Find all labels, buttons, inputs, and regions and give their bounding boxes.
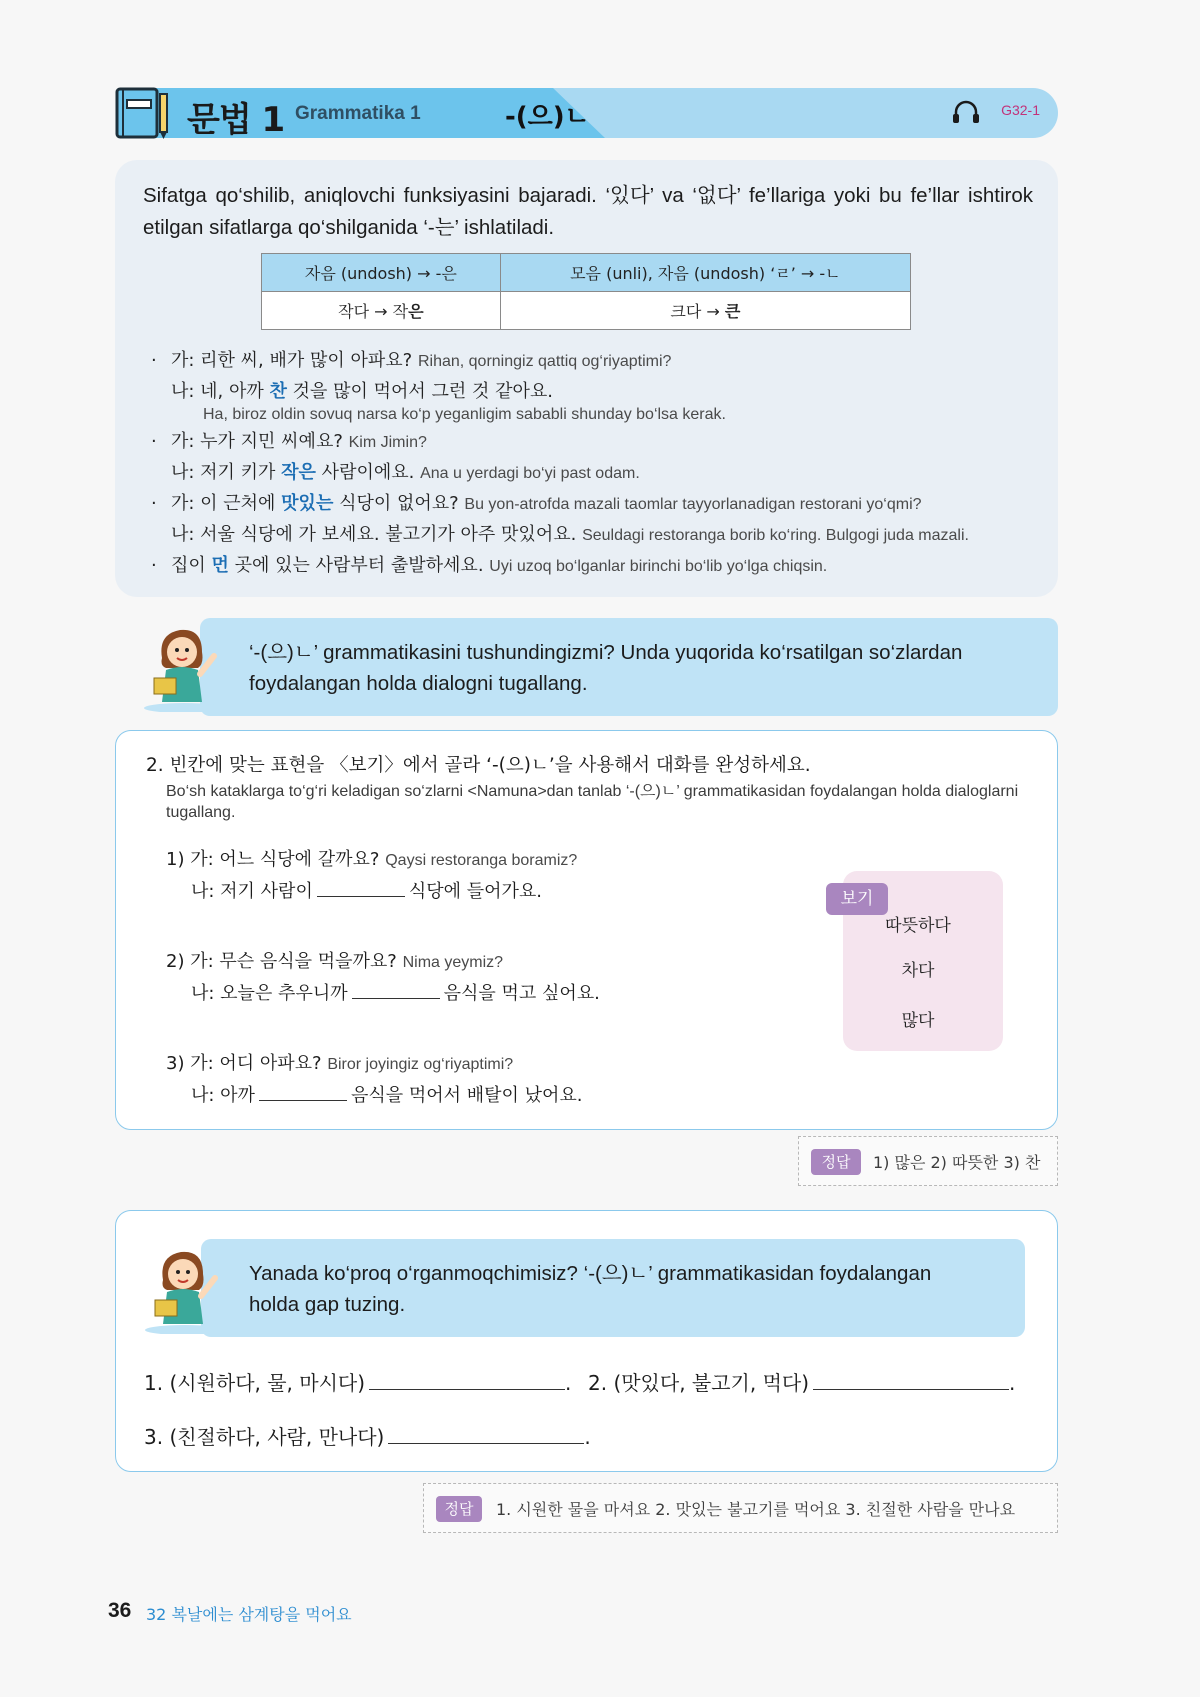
example-item: 나: 네, 아까 찬 것을 많이 먹어서 그런 것 같아요. [171,381,554,402]
answer-blank[interactable] [259,1083,347,1101]
word-bank-item: 많다 [901,1011,935,1031]
table-header-row [262,254,911,292]
grammar-number: 문법 1 [187,100,285,140]
writing-exercise-box [115,1210,1058,1472]
teacher-icon [140,616,228,712]
callout-text: ‘-(으)ㄴ’ grammatikasini tushundingizmi? Unda yuqorida ko‘rsatilgan so‘zlardan foydalangan holda dialogni tugallang. [249,641,963,695]
example-item: · 가: 리한 씨, 배가 많이 아파요? Rihan, qorningiz qattiq og‘riyaptimi? [151,350,672,371]
writing-prompt: 1. (시원하다, 물, 마시다) . [144,1371,572,1395]
dialogue-line: 3) 가: 어디 아파요? Biror joyingiz og‘riyaptimi? [166,1053,514,1074]
dialogue-line: 1) 가: 어느 식당에 갈까요? Qaysi restoranga boramiz? [166,849,578,870]
table-row [262,292,911,330]
chapter-title: 32 복날에는 삼계탕을 먹어요 [146,1605,352,1624]
conjugation-table [261,253,911,330]
answer-label: 정답 [436,1496,482,1522]
callout-text: Yanada ko‘proq o‘rganmoqchimisiz? ‘-(으)ㄴ’ grammatikasidan foydalangan holda gap tuzing. [249,1262,932,1316]
grammar-explanation: Sifatga qo‘shilib, aniqlovchi funksiyasini bajaradi. ‘있다’ va ‘없다’ fe’llariga yoki bu fe’llar ishtirok etilgan sifatlarga qo‘shilganida ‘-는’ ishlatiladi. [143,184,1033,239]
exercise-box [115,730,1058,1130]
table-cell-example2: 크다 → 큰 [500,292,910,330]
explanation-box [115,160,1058,597]
answer-text: 1. 시원한 물을 마셔요 2. 맛있는 불고기를 먹어요 3. 친절한 사람을 만나요 [496,1500,1016,1519]
audio-track-label[interactable]: G32-1 [1001,102,1040,118]
example-translation: Ha, biroz oldin sovuq narsa ko‘p yeganligim sababli shunday bo‘lsa kerak. [203,406,726,423]
answer-blank[interactable] [352,981,440,999]
answer-line[interactable] [813,1370,1009,1390]
answer-label: 정답 [811,1149,861,1175]
page-number: 36 [108,1599,132,1622]
example-item: 나: 서울 식당에 가 보세요. 불고기가 아주 맛있어요. Seuldagi restoranga borib ko‘ring. Bulgogi juda mazali. [171,524,969,545]
word-bank-item: 따뜻하다 [885,916,951,936]
teacher-icon [141,1238,229,1334]
answer-line[interactable] [369,1370,565,1390]
example-item: · 가: 누가 지민 씨예요? Kim Jimin? [151,431,427,452]
table-header-consonant: 자음 (undosh) → -은 [262,254,501,292]
table-cell-example1: 작다 → 작은 [262,292,501,330]
grammar-form: -(으)ㄴ [505,102,590,132]
answer-text: 1) 많은 2) 따뜻한 3) 찬 [873,1153,1041,1172]
grammar-header [115,86,1058,140]
writing-prompt: 3. (친절하다, 사람, 만나다) . [144,1425,591,1449]
answer-key [798,1136,1058,1186]
example-item: · 가: 이 근처에 맛있는 식당이 없어요? Bu yon-atrofda mazali taomlar tayyorlanadigan restorani yo‘qmi? [151,493,922,514]
notebook-icon [115,86,171,140]
exercise-title: 2. 빈칸에 맞는 표현을 〈보기〉에서 골라 ‘-(으)ㄴ’을 사용해서 대화를 완성하세요. [146,755,811,776]
writing-prompt: 2. (맛있다, 불고기, 먹다) . [588,1371,1016,1395]
example-item: · 집이 먼 곳에 있는 사람부터 출발하세요. Uyi uzoq bo‘lganlar birinchi bo‘lib yo‘lga chiqsin. [151,555,828,576]
word-bank-item: 차다 [901,961,935,981]
dialogue-line: 나: 저기 사람이 식당에 들어가요. [191,881,543,902]
dialogue-line: 나: 아까 음식을 먹어서 배탈이 났어요. [191,1085,583,1106]
example-item: 나: 저기 키가 작은 사람이에요. Ana u yerdagi bo‘yi past odam. [171,462,640,483]
headphones-icon[interactable] [952,100,980,124]
example-list [151,346,1031,582]
exercise-description: Bo‘sh kataklarga to‘g‘ri keladigan so‘zlarni <Namuna>dan tanlab ‘-(으)ㄴ’ grammatikasidan foydalangan holda dialoglarni tugallang. [166,783,1019,821]
grammar-label: Grammatika 1 [295,103,421,124]
table-header-vowel: 모음 (unli), 자음 (undosh) ‘ㄹ’ → -ㄴ [500,254,910,292]
dialogue-line: 나: 오늘은 추우니까 음식을 먹고 싶어요. [191,983,600,1004]
dialogue-line: 2) 가: 무슨 음식을 먹을까요? Nima yeymiz? [166,951,504,972]
answer-key [423,1483,1058,1533]
word-bank-label: 보기 [826,883,888,915]
answer-blank[interactable] [317,879,405,897]
answer-line[interactable] [388,1424,584,1444]
